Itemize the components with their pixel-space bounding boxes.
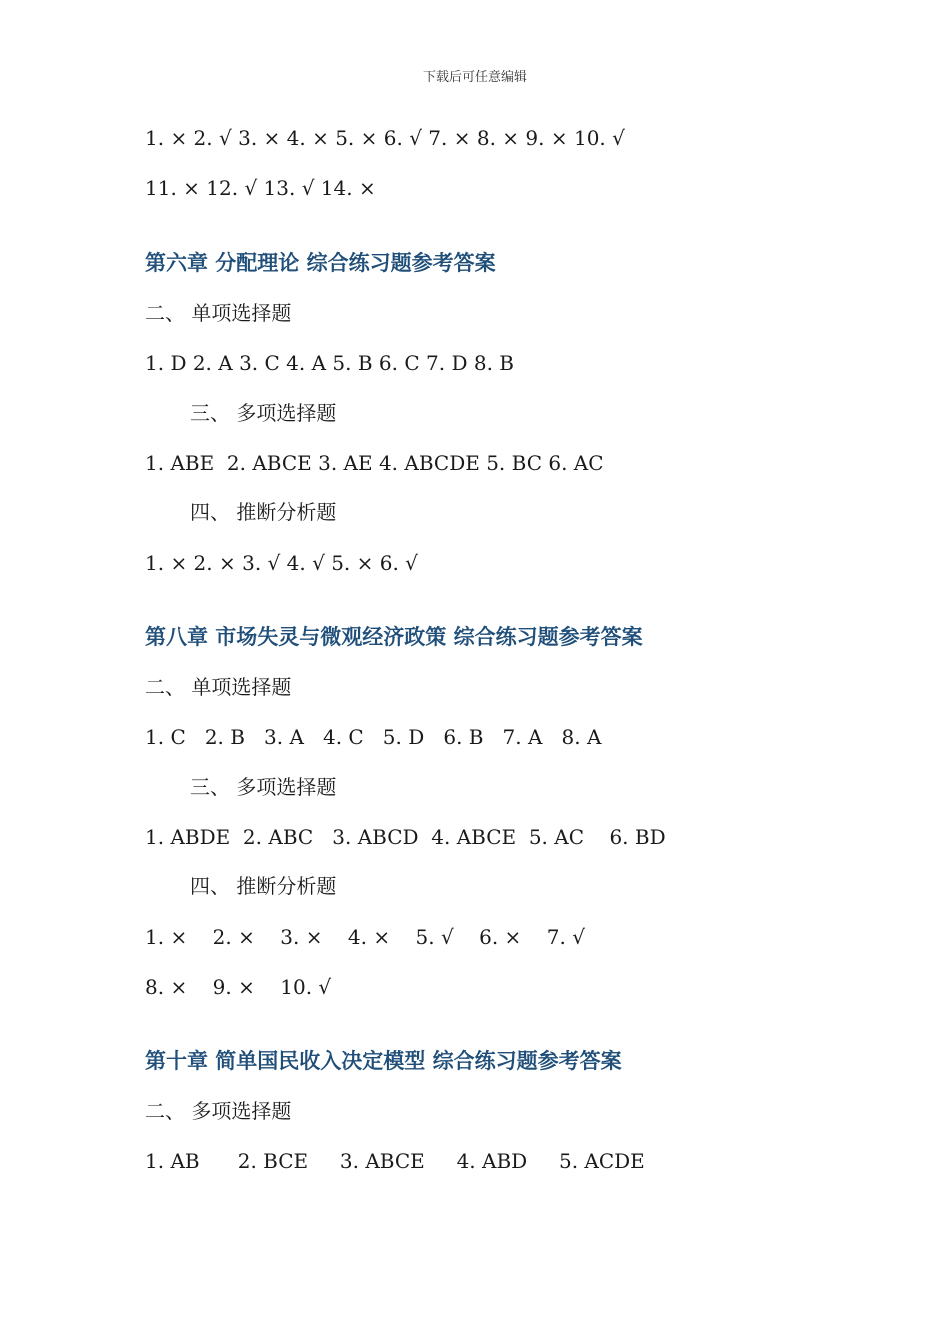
answer-line: 11. × 12. √ 13. √ 14. × bbox=[145, 176, 376, 200]
chapter-heading: 第八章 市场失灵与微观经济政策 综合练习题参考答案 bbox=[145, 625, 643, 649]
answer-line: 1. × 2. × 3. × 4. × 5. √ 6. × 7. √ bbox=[145, 925, 585, 949]
answer-line: 1. C 2. B 3. A 4. C 5. D 6. B 7. A 8. A bbox=[145, 725, 602, 749]
section-title: 三、 多项选择题 bbox=[190, 775, 337, 799]
answer-line: 8. × 9. × 10. √ bbox=[145, 975, 332, 999]
answer-line: 1. × 2. √ 3. × 4. × 5. × 6. √ 7. × 8. × 9. × 10. √ bbox=[145, 126, 625, 150]
chapter-heading: 第六章 分配理论 综合练习题参考答案 bbox=[145, 251, 496, 275]
answer-line: 1. × 2. × 3. √ 4. √ 5. × 6. √ bbox=[145, 551, 418, 575]
answer-line: 1. D 2. A 3. C 4. A 5. B 6. C 7. D 8. B bbox=[145, 351, 514, 375]
section-title: 二、 单项选择题 bbox=[145, 301, 292, 325]
section-title: 二、 单项选择题 bbox=[145, 675, 292, 699]
page-header: 下载后可任意编辑 bbox=[422, 70, 527, 85]
section-title: 三、 多项选择题 bbox=[190, 401, 337, 425]
section-title: 二、 多项选择题 bbox=[145, 1099, 292, 1123]
section-title: 四、 推断分析题 bbox=[190, 500, 337, 524]
answer-line: 1. ABDE 2. ABC 3. ABCD 4. ABCE 5. AC 6. BD bbox=[145, 825, 666, 849]
answer-line: 1. AB 2. BCE 3. ABCE 4. ABD 5. ACDE bbox=[145, 1149, 645, 1173]
answer-line: 1. ABE 2. ABCE 3. AE 4. ABCDE 5. BC 6. AC bbox=[145, 451, 604, 475]
section-title: 四、 推断分析题 bbox=[190, 874, 337, 898]
chapter-heading: 第十章 简单国民收入决定模型 综合练习题参考答案 bbox=[145, 1049, 622, 1073]
